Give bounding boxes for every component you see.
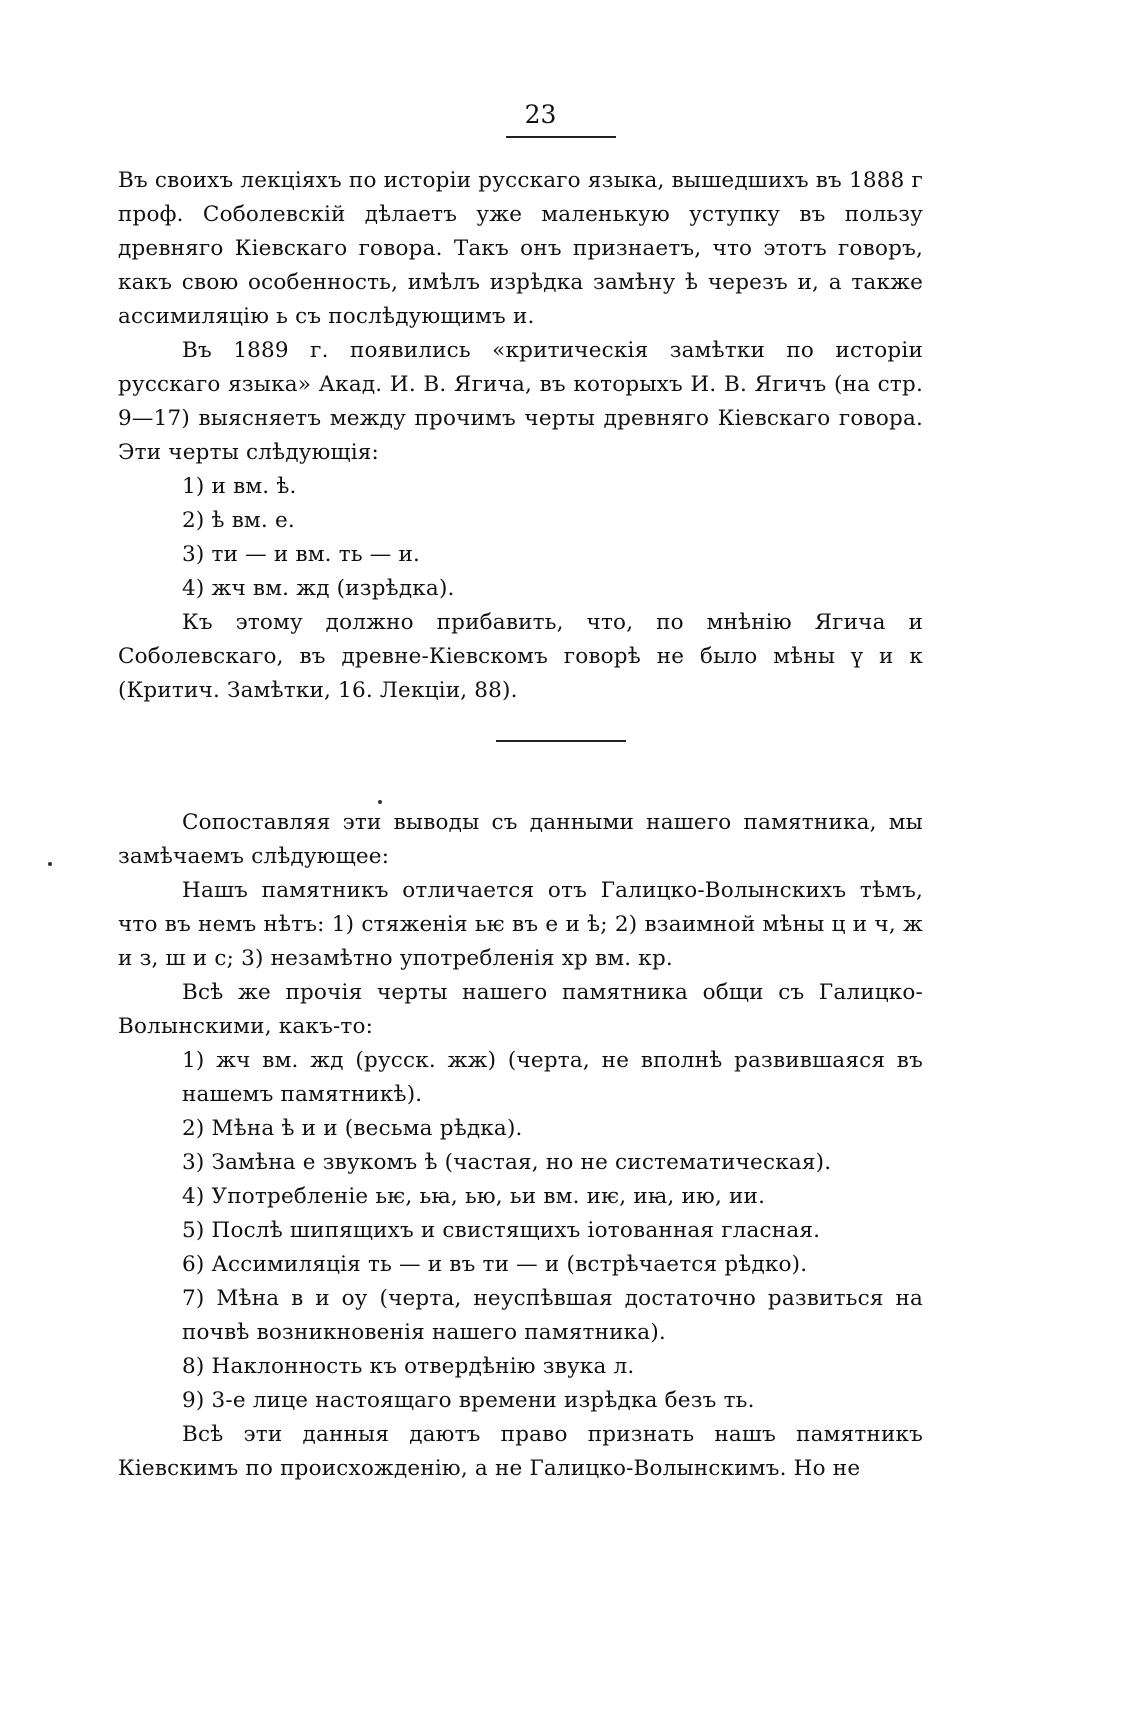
list-item: 3) Замѣна е звукомъ ѣ (частая, но не систематическая). [182,1150,832,1175]
list-item: 6) Ассимиляція ть — и въ ти — и (встрѣчается рѣдко). [182,1252,808,1277]
scan-speck [48,862,52,866]
list-item: 8) Наклонность къ отвердѣнію звука л. [182,1354,635,1379]
document-page [118,100,923,1486]
paragraph-sobolevsky-lectures: Въ своихъ лекціяхъ по исторіи русскаго языка, вышедшихъ въ 1888 г проф. Соболевскій дѣлаетъ уже маленькую уступку въ пользу древняго Кіевскаго говора. Такъ онъ признаетъ, что этотъ говоръ, какъ свою особенность, имѣлъ изрѣдка замѣну ѣ черезъ и, а также ассимиляцію ь съ послѣдующимъ и. [118,168,923,329]
paragraph-conclusion: Всѣ эти данныя даютъ право признать нашъ памятникъ Кіевскимъ по происхожденію, а не Галицко-Волынскимъ. Но не [118,1422,923,1481]
list-item: 2) Мѣна ѣ и и (весьма рѣдка). [182,1116,523,1141]
page-number: 23 [524,100,557,129]
list-item: 7) Мѣна в и оу (черта, неуспѣвшая достаточно развиться на почвѣ возникновенія нашего памятника). [182,1286,923,1345]
list-item: 2) ѣ вм. е. [182,508,295,533]
list-item: 3) ти — и вм. ть — и. [182,542,421,567]
paragraph-comparison-intro: Сопоставляя эти выводы съ данными нашего памятника, мы замѣчаемъ слѣдующее: [118,810,923,869]
section-separator [496,740,626,742]
paragraph-jagic-notes: Въ 1889 г. появились «критическія замѣтки по исторіи русскаго языка» Акад. И. В. Ягича, въ которыхъ И. В. Ягичъ (на стр. 9—17) выясняетъ между прочимъ черты древняго Кіевскаго говора. Эти черты слѣдующія: [118,338,923,465]
paragraph-common-features: Всѣ же прочія черты нашего памятника общи съ Галицко-Волынскими, какъ-то: [118,980,923,1039]
list-item: 4) жч вм. жд (изрѣдка). [182,576,455,601]
paragraph-differences: Нашъ памятникъ отличается отъ Галицко-Волынскихъ тѣмъ, что въ немъ нѣтъ: 1) стяженія ьѥ въ е и ѣ; 2) взаимной мѣны ц и ч, ж и з, ш и с; 3) незамѣтно употребленія хр вм. кр. [118,878,923,971]
page-number-rule [506,136,616,138]
paragraph-addendum: Къ этому должно прибавить, что, по мнѣнію Ягича и Соболевскаго, въ древне-Кіевскомъ говорѣ не было мѣны ү и к (Критич. Замѣтки, 16. Лекціи, 88). [118,610,923,703]
list-item: 5) Послѣ шипящихъ и свистящихъ іотованная гласная. [182,1218,821,1243]
list-item: 9) 3-е лице настоящаго времени изрѣдка безъ ть. [182,1388,755,1413]
list-item: 4) Употребленіе ьѥ, ьꙗ, ью, ьи вм. иѥ, иꙗ, ию, ии. [182,1184,766,1209]
scan-speck [378,800,382,804]
list-item: 1) и вм. ѣ. [182,474,297,499]
list-item: 1) жч вм. жд (русск. жж) (черта, не вполнѣ развившаяся въ нашемъ памятникѣ). [182,1048,923,1107]
